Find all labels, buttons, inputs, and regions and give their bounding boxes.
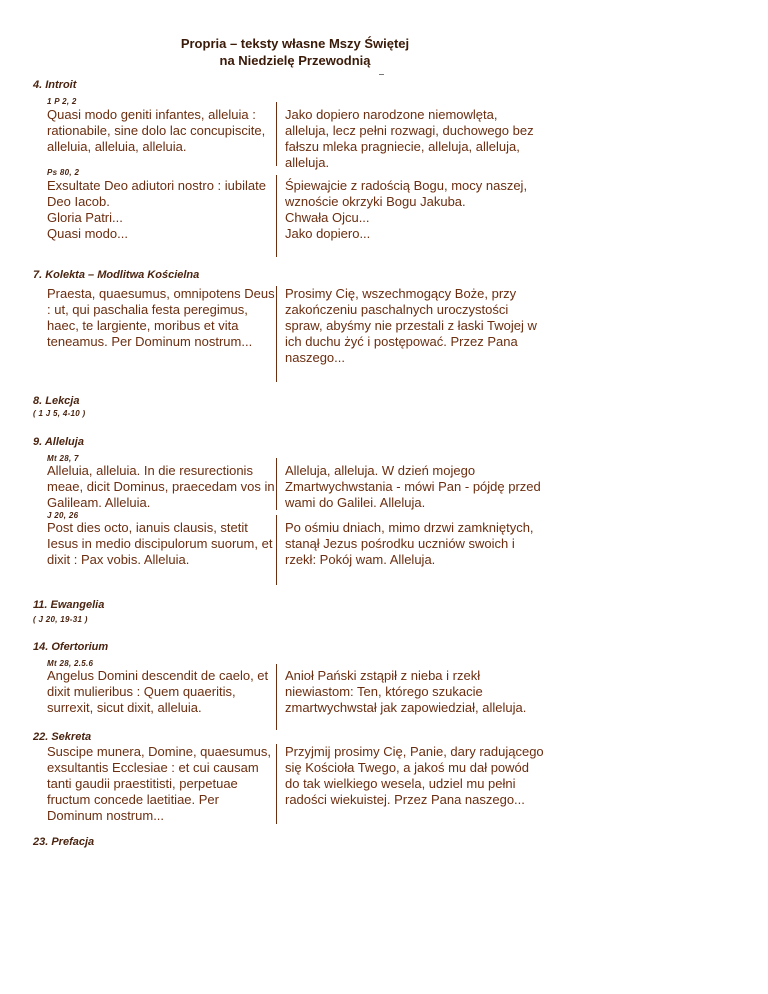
kolekta-polish: Prosimy Cię, wszechmogący Boże, przy zakończeniu paschalnych uroczystości spraw, abyśmy nie przestali z łaski Twojej w ich duchu żyć i postępować. Przez Pana naszego... xyxy=(285,286,537,365)
ewangelia-ref: ( J 20, 19-31 ) xyxy=(33,615,88,624)
column-divider xyxy=(276,458,277,510)
introit-ref-1: 1 P 2, 2 xyxy=(47,97,77,106)
small-dash-mark xyxy=(379,74,384,75)
column-divider xyxy=(276,664,277,730)
page-title xyxy=(0,35,590,69)
prefacja-heading: 23. Prefacja xyxy=(33,836,95,848)
ofertorium-ref: Mt 28, 2.5.6 xyxy=(47,659,94,668)
alleluja-heading: 9. Alleluja xyxy=(33,436,84,448)
sekreta-heading: 22. Sekreta xyxy=(33,731,92,743)
ewangelia-heading: 11. Ewangelia xyxy=(33,599,105,611)
alleluja-ref-1: Mt 28, 7 xyxy=(47,454,79,463)
sekreta-polish: Przyjmij prosimy Cię, Panie, dary radującego się Kościoła Twego, a jakoś mu dał powód do tak wielkiego wesela, udziel mu pełni radości wiekuistej. Przez Pana naszego... xyxy=(285,744,544,807)
lekcja-ref: ( 1 J 5, 4-10 ) xyxy=(33,409,86,418)
kolekta-latin: Praesta, quaesumus, omnipotens Deus : ut, qui paschalia festa peregimus, haec, te largiente, moribus et vita teneamus. Per Dominum nostrum... xyxy=(47,286,275,349)
introit-latin-1: Quasi modo geniti infantes, alleluia : rationabile, sine dolo lac concupiscite, alleluia, alleluia, alleluia. xyxy=(47,107,266,154)
column-divider xyxy=(276,102,277,166)
title-line-1: Propria – teksty własne Mszy Świętej xyxy=(180,36,410,51)
title-line-2: na Niedzielę Przewodnią xyxy=(219,53,371,68)
alleluja-ref-2: J 20, 26 xyxy=(47,511,79,520)
alleluja-polish-2: Po ośmiu dniach, mimo drzwi zamkniętych, stanął Jezus pośrodku uczniów swoich i rzekł: Pokój wam. Alleluja. xyxy=(285,520,534,567)
introit-polish-1: Jako dopiero narodzone niemowlęta, alleluja, lecz pełni rozwagi, duchowego bez fałszu mleka pragniecie, alleluja, alleluja, alleluja. xyxy=(285,107,534,170)
introit-ref-2: Ps 80, 2 xyxy=(47,168,80,177)
lekcja-heading: 8. Lekcja xyxy=(33,395,80,407)
column-divider xyxy=(276,175,277,257)
ofertorium-heading: 14. Ofertorium xyxy=(33,641,109,653)
introit-polish-2: Śpiewajcie z radością Bogu, mocy naszej, wznoście okrzyki Bogu Jakuba. Chwała Ojcu... Jako dopiero... xyxy=(285,178,528,241)
introit-heading: 4. Introit xyxy=(33,79,77,91)
column-divider xyxy=(276,286,277,382)
alleluja-polish-1: Alleluja, alleluja. W dzień mojego Zmartwychwstania - mówi Pan - pójdę przed wami do Galilei. Alleluja. xyxy=(285,463,541,510)
alleluja-latin-1: Alleluia, alleluia. In die resurectionis meae, dicit Dominus, praecedam vos in Galileam. Alleluia. xyxy=(47,463,275,510)
sekreta-latin: Suscipe munera, Domine, quaesumus, exsultantis Ecclesiae : et cui causam tanti gaudii praestitisti, perpetuae fructum concede laetitiae. Per Dominum nostrum... xyxy=(47,744,272,823)
ofertorium-polish: Anioł Pański zstąpił z nieba i rzekł niewiastom: Ten, którego szukacie zmartwychwstał jak zapowiedział, alleluja. xyxy=(285,668,527,715)
kolekta-heading: 7. Kolekta – Modlitwa Kościelna xyxy=(33,269,200,281)
ofertorium-latin: Angelus Domini descendit de caelo, et dixit mulieribus : Quem quaeritis, surrexit, sicut dixit, alleluia. xyxy=(47,668,269,715)
alleluja-latin-2: Post dies octo, ianuis clausis, stetit Iesus in medio discipulorum suorum, et dixit : Pax vobis. Alleluia. xyxy=(47,520,273,567)
column-divider xyxy=(276,515,277,585)
column-divider xyxy=(276,744,277,824)
introit-latin-2: Exsultate Deo adiutori nostro : iubilate Deo Iacob. Gloria Patri... Quasi modo... xyxy=(47,178,266,241)
